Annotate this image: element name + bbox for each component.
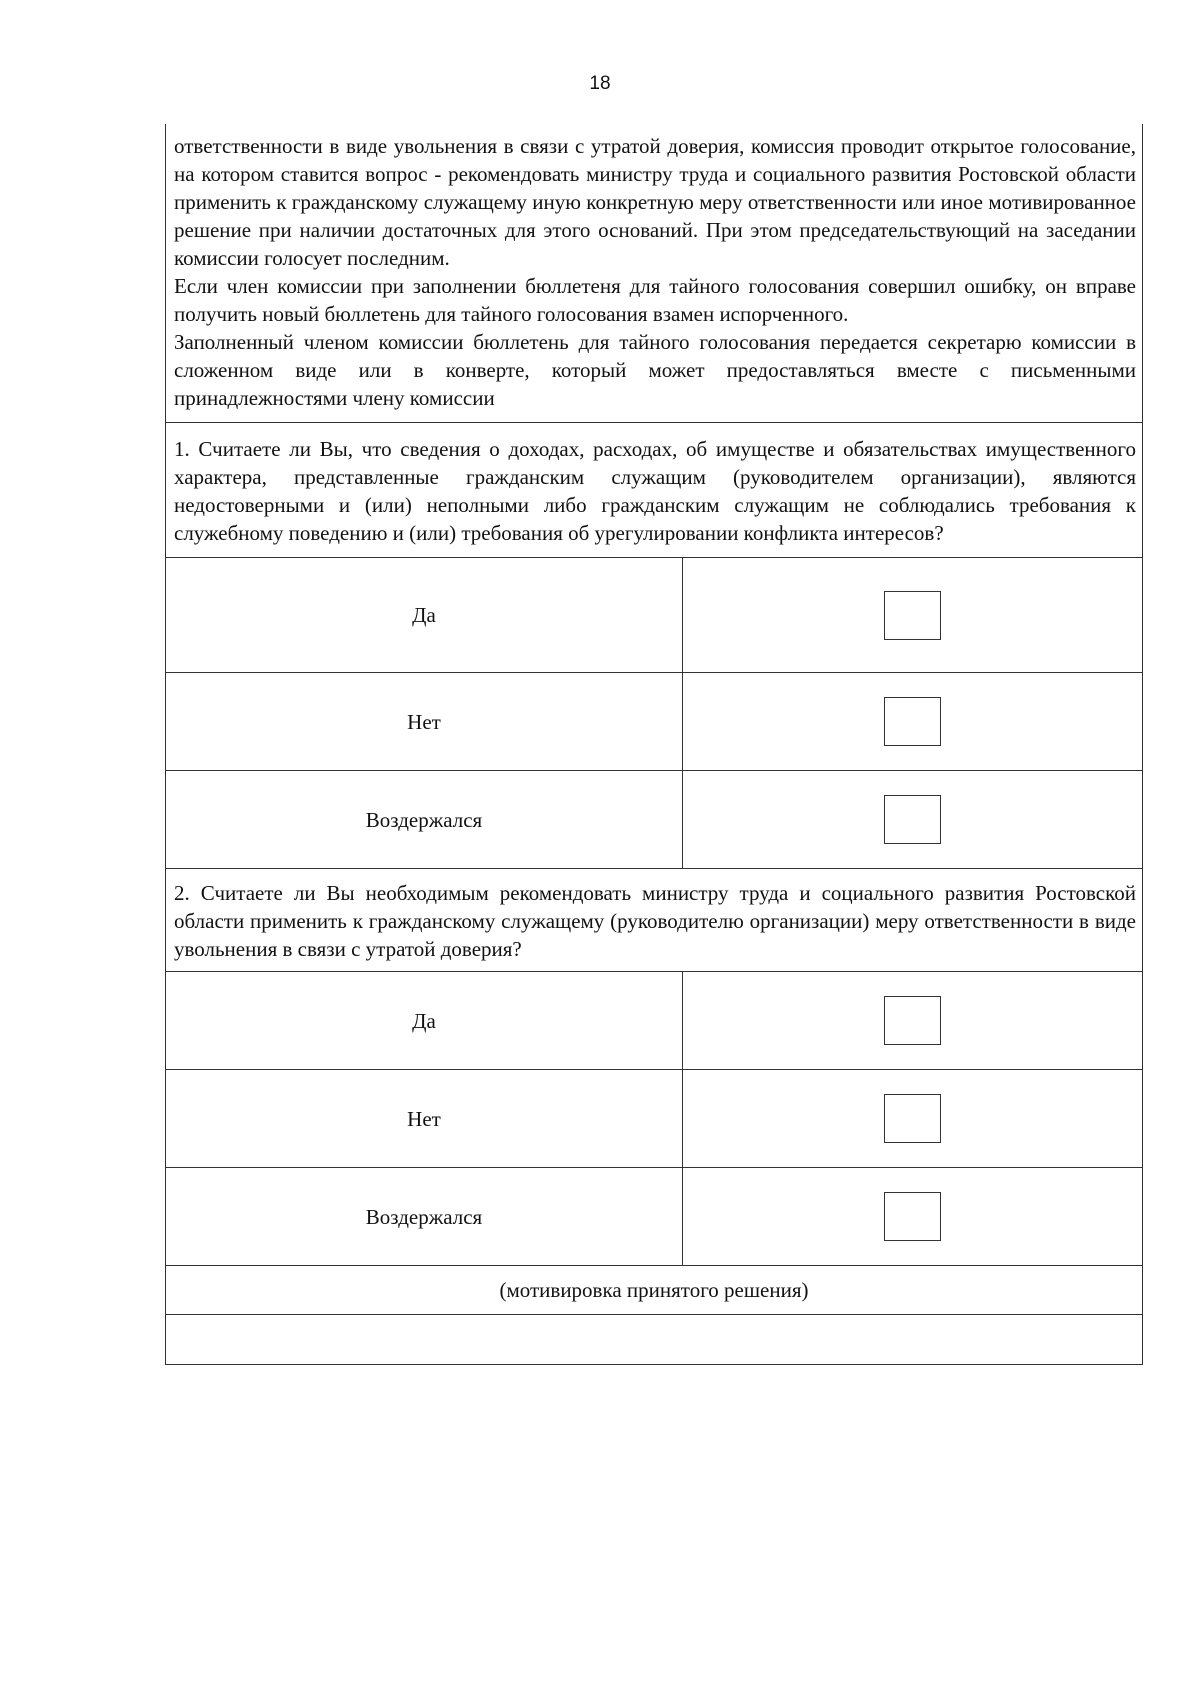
q2-option-abstain-row xyxy=(165,1168,1143,1266)
intro-paragraph: Если член комиссии при заполнении бюллетеня для тайного голосования совершил ошибку, он вправе получить новый бюллетень для тайного голосования взамен испорченного. xyxy=(174,274,1136,326)
q1-option-abstain-label: Воздержался xyxy=(166,771,683,868)
intro-paragraph: ответственности в виде увольнения в связи с утратой доверия, комиссия проводит открытое голосование, на котором ставится вопрос - рекомендовать министру труда и социального развития Ростовской области применить к гражданскому служащему иную конкретную меру ответственности или иное мотивированное решение при наличии достаточных для этого оснований. При этом председательствующий на заседании комиссии голосует последним. xyxy=(174,134,1136,270)
q1-option-yes-checkbox[interactable] xyxy=(884,591,941,640)
q1-option-no-cell xyxy=(683,673,1142,770)
intro-section xyxy=(165,124,1143,423)
q1-option-yes-cell xyxy=(683,558,1142,672)
q2-option-no-cell xyxy=(683,1070,1142,1167)
q2-option-no-checkbox[interactable] xyxy=(884,1094,941,1143)
question-1-text: 1. Считаете ли Вы, что сведения о доходах, расходах, об имуществе и обязательствах имущественного характера, представленные гражданским служащим (руководителем организации), являются недостоверными и (или) неполными либо гражданским служащим не соблюдались требования к служебному поведению и (или) требования об урегулировании конфликта интересов? xyxy=(165,423,1143,558)
q1-option-yes-row xyxy=(165,558,1143,673)
ballot-form xyxy=(165,124,1143,1365)
motive-label: (мотивировка принятого решения) xyxy=(165,1266,1143,1315)
q2-option-yes-cell xyxy=(683,972,1142,1069)
q1-option-yes-label: Да xyxy=(166,558,683,672)
q2-option-abstain-cell xyxy=(683,1168,1142,1265)
q1-option-no-label: Нет xyxy=(166,673,683,770)
q2-option-yes-row xyxy=(165,972,1143,1070)
motive-input-field[interactable] xyxy=(165,1315,1143,1365)
intro-paragraph: Заполненный членом комиссии бюллетень для тайного голосования передается секретарю комиссии в сложенном виде или в конверте, который может предоставляться вместе с письменными принадлежностями члену комиссии xyxy=(174,330,1136,410)
q1-option-abstain-cell xyxy=(683,771,1142,868)
q1-option-abstain-checkbox[interactable] xyxy=(884,795,941,844)
q1-option-no-row xyxy=(165,673,1143,771)
page-number: 18 xyxy=(589,73,611,94)
q2-option-abstain-checkbox[interactable] xyxy=(884,1192,941,1241)
q2-option-abstain-label: Воздержался xyxy=(166,1168,683,1265)
q2-option-no-label: Нет xyxy=(166,1070,683,1167)
q2-option-yes-label: Да xyxy=(166,972,683,1069)
q1-option-abstain-row xyxy=(165,771,1143,869)
q2-option-yes-checkbox[interactable] xyxy=(884,996,941,1045)
q1-option-no-checkbox[interactable] xyxy=(884,697,941,746)
q2-option-no-row xyxy=(165,1070,1143,1168)
question-2-text: 2. Считаете ли Вы необходимым рекомендовать министру труда и социального развития Ростовской области применить к гражданскому служащему (руководителю организации) меру ответственности в виде увольнения в связи с утратой доверия? xyxy=(165,869,1143,972)
